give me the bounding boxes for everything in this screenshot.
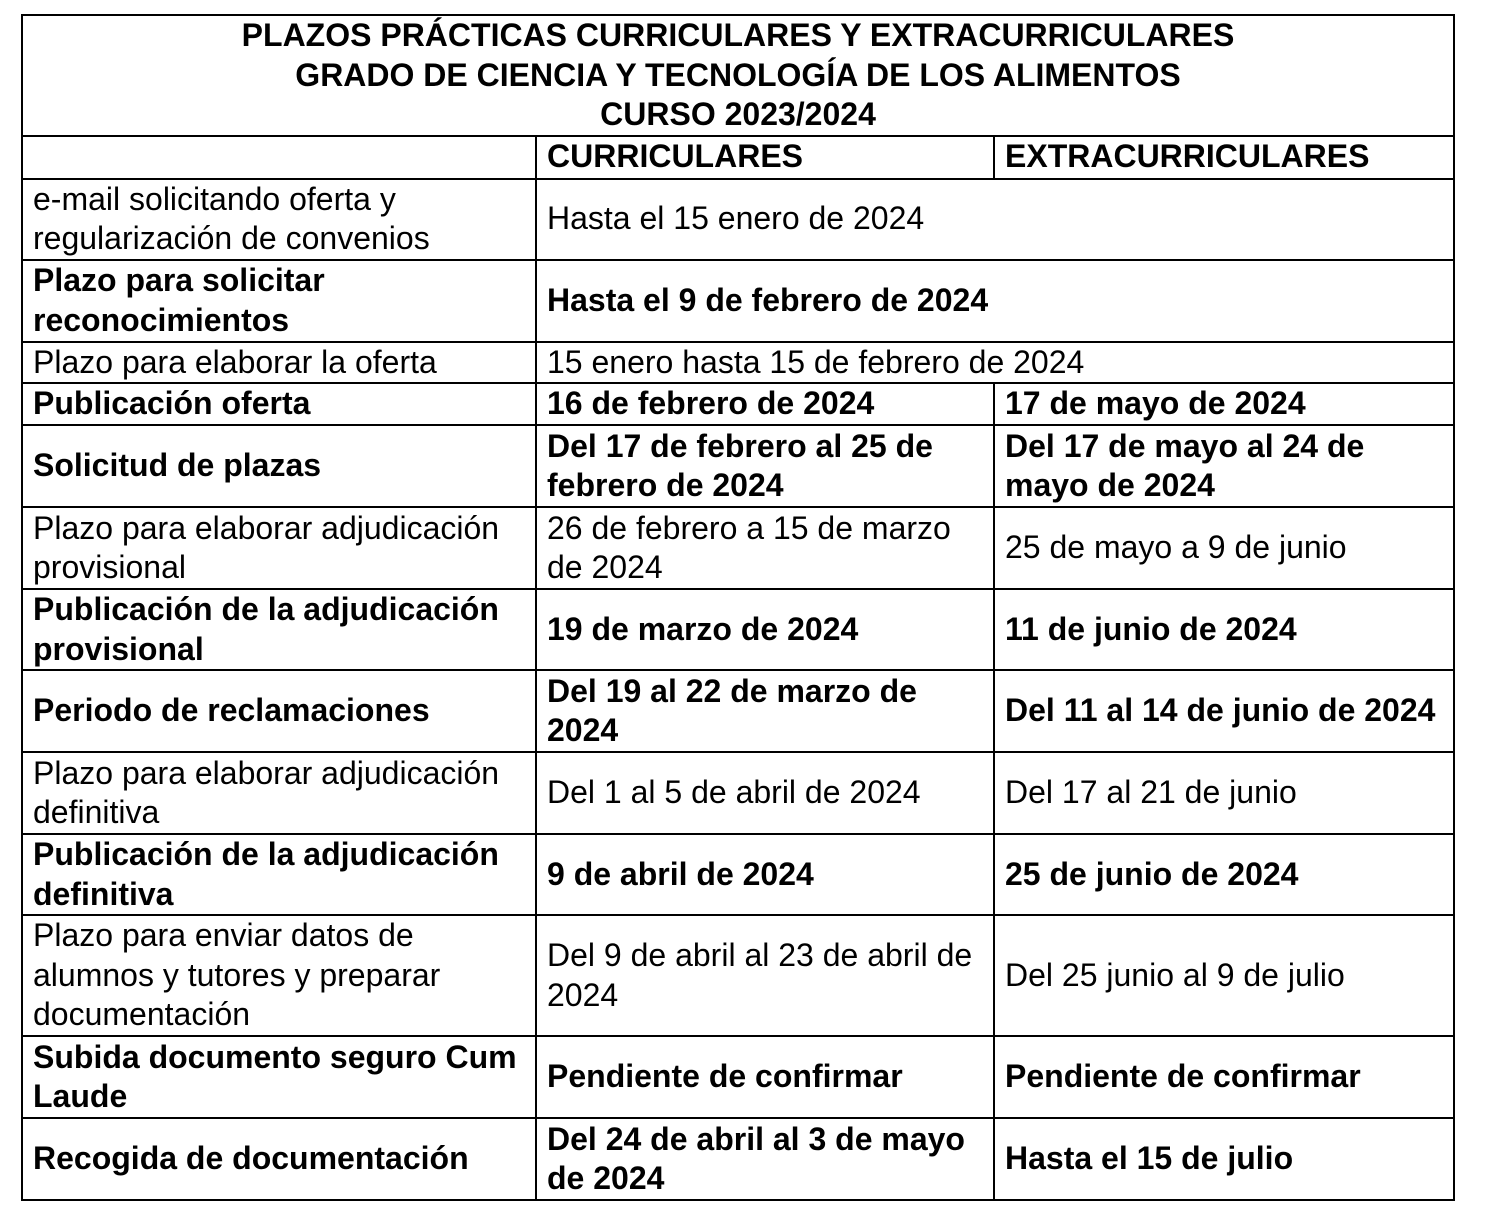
- table-row: [22, 589, 1454, 670]
- table-row: [22, 342, 1454, 384]
- row-label: Periodo de reclamaciones: [22, 670, 536, 752]
- row-extracurriculares-value: Del 25 junio al 9 de julio: [994, 915, 1454, 1036]
- row-label: Publicación de la adjudicación provisional: [22, 589, 536, 670]
- row-curriculares-value: Del 24 de abril al 3 de mayo de 2024: [536, 1118, 994, 1200]
- row-label: Plazo para solicitar reconocimientos: [22, 260, 536, 342]
- title-line-1: PLAZOS PRÁCTICAS CURRICULARES Y EXTRACURRICULARES: [241, 17, 1235, 53]
- table-row: [22, 1036, 1454, 1118]
- row-extracurriculares-value: Del 17 de mayo al 24 de mayo de 2024: [994, 425, 1454, 507]
- row-label: e-mail solicitando oferta y regularización de convenios: [22, 179, 536, 260]
- row-merged-value: Hasta el 9 de febrero de 2024: [536, 260, 1454, 342]
- row-extracurriculares-value: Pendiente de confirmar: [994, 1036, 1454, 1118]
- row-label: Solicitud de plazas: [22, 425, 536, 507]
- table-row: [22, 383, 1454, 425]
- row-curriculares-value: Pendiente de confirmar: [536, 1036, 994, 1118]
- table-row: [22, 752, 1454, 834]
- table-row: [22, 260, 1454, 342]
- table-row: [22, 915, 1454, 1036]
- row-extracurriculares-value: 25 de junio de 2024: [994, 834, 1454, 915]
- row-label: Plazo para elaborar adjudicación definitiva: [22, 752, 536, 834]
- deadlines-table: [21, 14, 1455, 1201]
- row-extracurriculares-value: Hasta el 15 de julio: [994, 1118, 1454, 1200]
- table-title: [22, 15, 1454, 136]
- table-row: [22, 834, 1454, 915]
- row-curriculares-value: 9 de abril de 2024: [536, 834, 994, 915]
- row-curriculares-value: 26 de febrero a 15 de marzo de 2024: [536, 507, 994, 589]
- row-label: Publicación oferta: [22, 383, 536, 425]
- row-label: Subida documento seguro Cum Laude: [22, 1036, 536, 1118]
- title-line-2: GRADO DE CIENCIA Y TECNOLOGÍA DE LOS ALIMENTOS: [295, 56, 1181, 93]
- row-label: Recogida de documentación: [22, 1118, 536, 1200]
- row-curriculares-value: Del 9 de abril al 23 de abril de 2024: [536, 915, 994, 1036]
- row-curriculares-value: Del 19 al 22 de marzo de 2024: [536, 670, 994, 752]
- row-extracurriculares-value: 11 de junio de 2024: [994, 589, 1454, 670]
- title-row: [22, 15, 1454, 136]
- row-extracurriculares-value: Del 17 al 21 de junio: [994, 752, 1454, 834]
- row-merged-value: 15 enero hasta 15 de febrero de 2024: [536, 342, 1454, 384]
- row-merged-value: Hasta el 15 enero de 2024: [536, 179, 1454, 260]
- column-header-row: [22, 136, 1454, 179]
- row-extracurriculares-value: 25 de mayo a 9 de junio: [994, 507, 1454, 589]
- title-line-3: CURSO 2023/2024: [600, 96, 876, 132]
- table-row: [22, 425, 1454, 507]
- row-extracurriculares-value: 17 de mayo de 2024: [994, 383, 1454, 425]
- row-curriculares-value: 16 de febrero de 2024: [536, 383, 994, 425]
- row-curriculares-value: 19 de marzo de 2024: [536, 589, 994, 670]
- table-row: [22, 179, 1454, 260]
- row-label: Publicación de la adjudicación definitiva: [22, 834, 536, 915]
- row-curriculares-value: Del 1 al 5 de abril de 2024: [536, 752, 994, 834]
- column-header-extracurriculares: EXTRACURRICULARES: [994, 136, 1454, 179]
- table-row: [22, 507, 1454, 589]
- row-label: Plazo para elaborar la oferta: [22, 342, 536, 384]
- row-curriculares-value: Del 17 de febrero al 25 de febrero de 2024: [536, 425, 994, 507]
- table-row: [22, 1118, 1454, 1200]
- row-label: Plazo para enviar datos de alumnos y tutores y preparar documentación: [22, 915, 536, 1036]
- column-header-blank: [22, 136, 536, 179]
- column-header-curriculares: CURRICULARES: [536, 136, 994, 179]
- row-extracurriculares-value: Del 11 al 14 de junio de 2024: [994, 670, 1454, 752]
- table-row: [22, 670, 1454, 752]
- row-label: Plazo para elaborar adjudicación provisional: [22, 507, 536, 589]
